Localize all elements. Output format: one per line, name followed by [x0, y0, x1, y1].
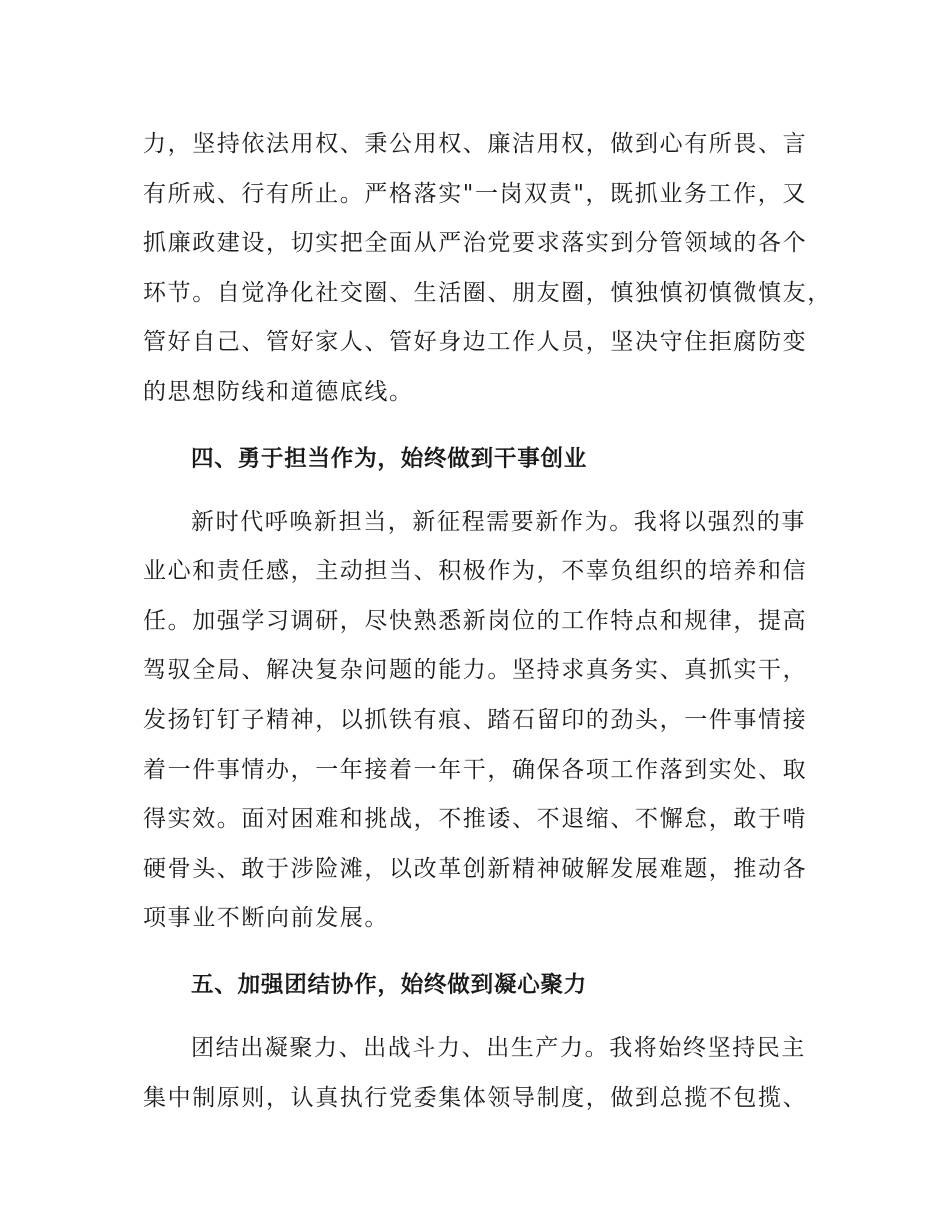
text-line: 得实效。面对困难和挑战，不推诿、不退缩、不懈怠，敢于啃: [143, 806, 808, 833]
text-line: 着一件事情办，一年接着一年干，确保各项工作落到实处、取: [143, 756, 808, 783]
section-heading-5: 五、加强团结协作，始终做到凝心聚力: [191, 971, 588, 998]
text-line: 业心和责任感，主动担当、积极作为，不辜负组织的培养和信: [143, 558, 808, 585]
paragraph-discipline-continued: [143, 120, 832, 418]
text-line: 发扬钉钉子精神，以抓铁有痕、踏石留印的劲头，一件事情接: [143, 706, 808, 733]
text-line: 的思想防线和道德底线。: [143, 378, 414, 405]
text-line: 项事业不断向前发展。: [143, 905, 389, 932]
text-line: 力，坚持依法用权、秉公用权、廉洁用权，做到心有所畏、言: [143, 131, 808, 157]
text-line: 环节。自觉净化社交圈、生活圈、朋友圈，慎独慎初慎微慎友，: [143, 279, 832, 306]
text-line: 任。加强学习调研，尽快熟悉新岗位的工作特点和规律，提高: [143, 607, 808, 634]
text-line: 有所戒、行有所止。严格落实"一岗双责"，既抓业务工作，又: [143, 180, 807, 207]
paragraph-unity: [143, 1024, 815, 1123]
text-line: 抓廉政建设，切实把全面从严治党要求落实到分管领域的各个: [143, 230, 808, 257]
text-line: 新时代呼唤新担当，新征程需要新作为。我将以强烈的事: [191, 508, 806, 535]
text-line: 管好自己、管好家人、管好身边工作人员，坚决守住拒腐防变: [143, 329, 808, 356]
text-line: 硬骨头、敢于涉险滩，以改革创新精神破解发展难题，推动各: [143, 855, 808, 882]
text-line: 驾驭全局、解决复杂问题的能力。坚持求真务实、真抓实干，: [143, 657, 808, 684]
section-heading-4: 四、勇于担当作为，始终做到干事创业: [191, 445, 588, 472]
text-line: 团结出凝聚力、出战斗力、出生产力。我将始终坚持民主: [191, 1034, 806, 1061]
document-body: [143, 120, 832, 1123]
paragraph-responsibility: [143, 498, 815, 944]
text-line: 集中制原则，认真执行党委集体领导制度，做到总揽不包揽、: [143, 1084, 808, 1111]
